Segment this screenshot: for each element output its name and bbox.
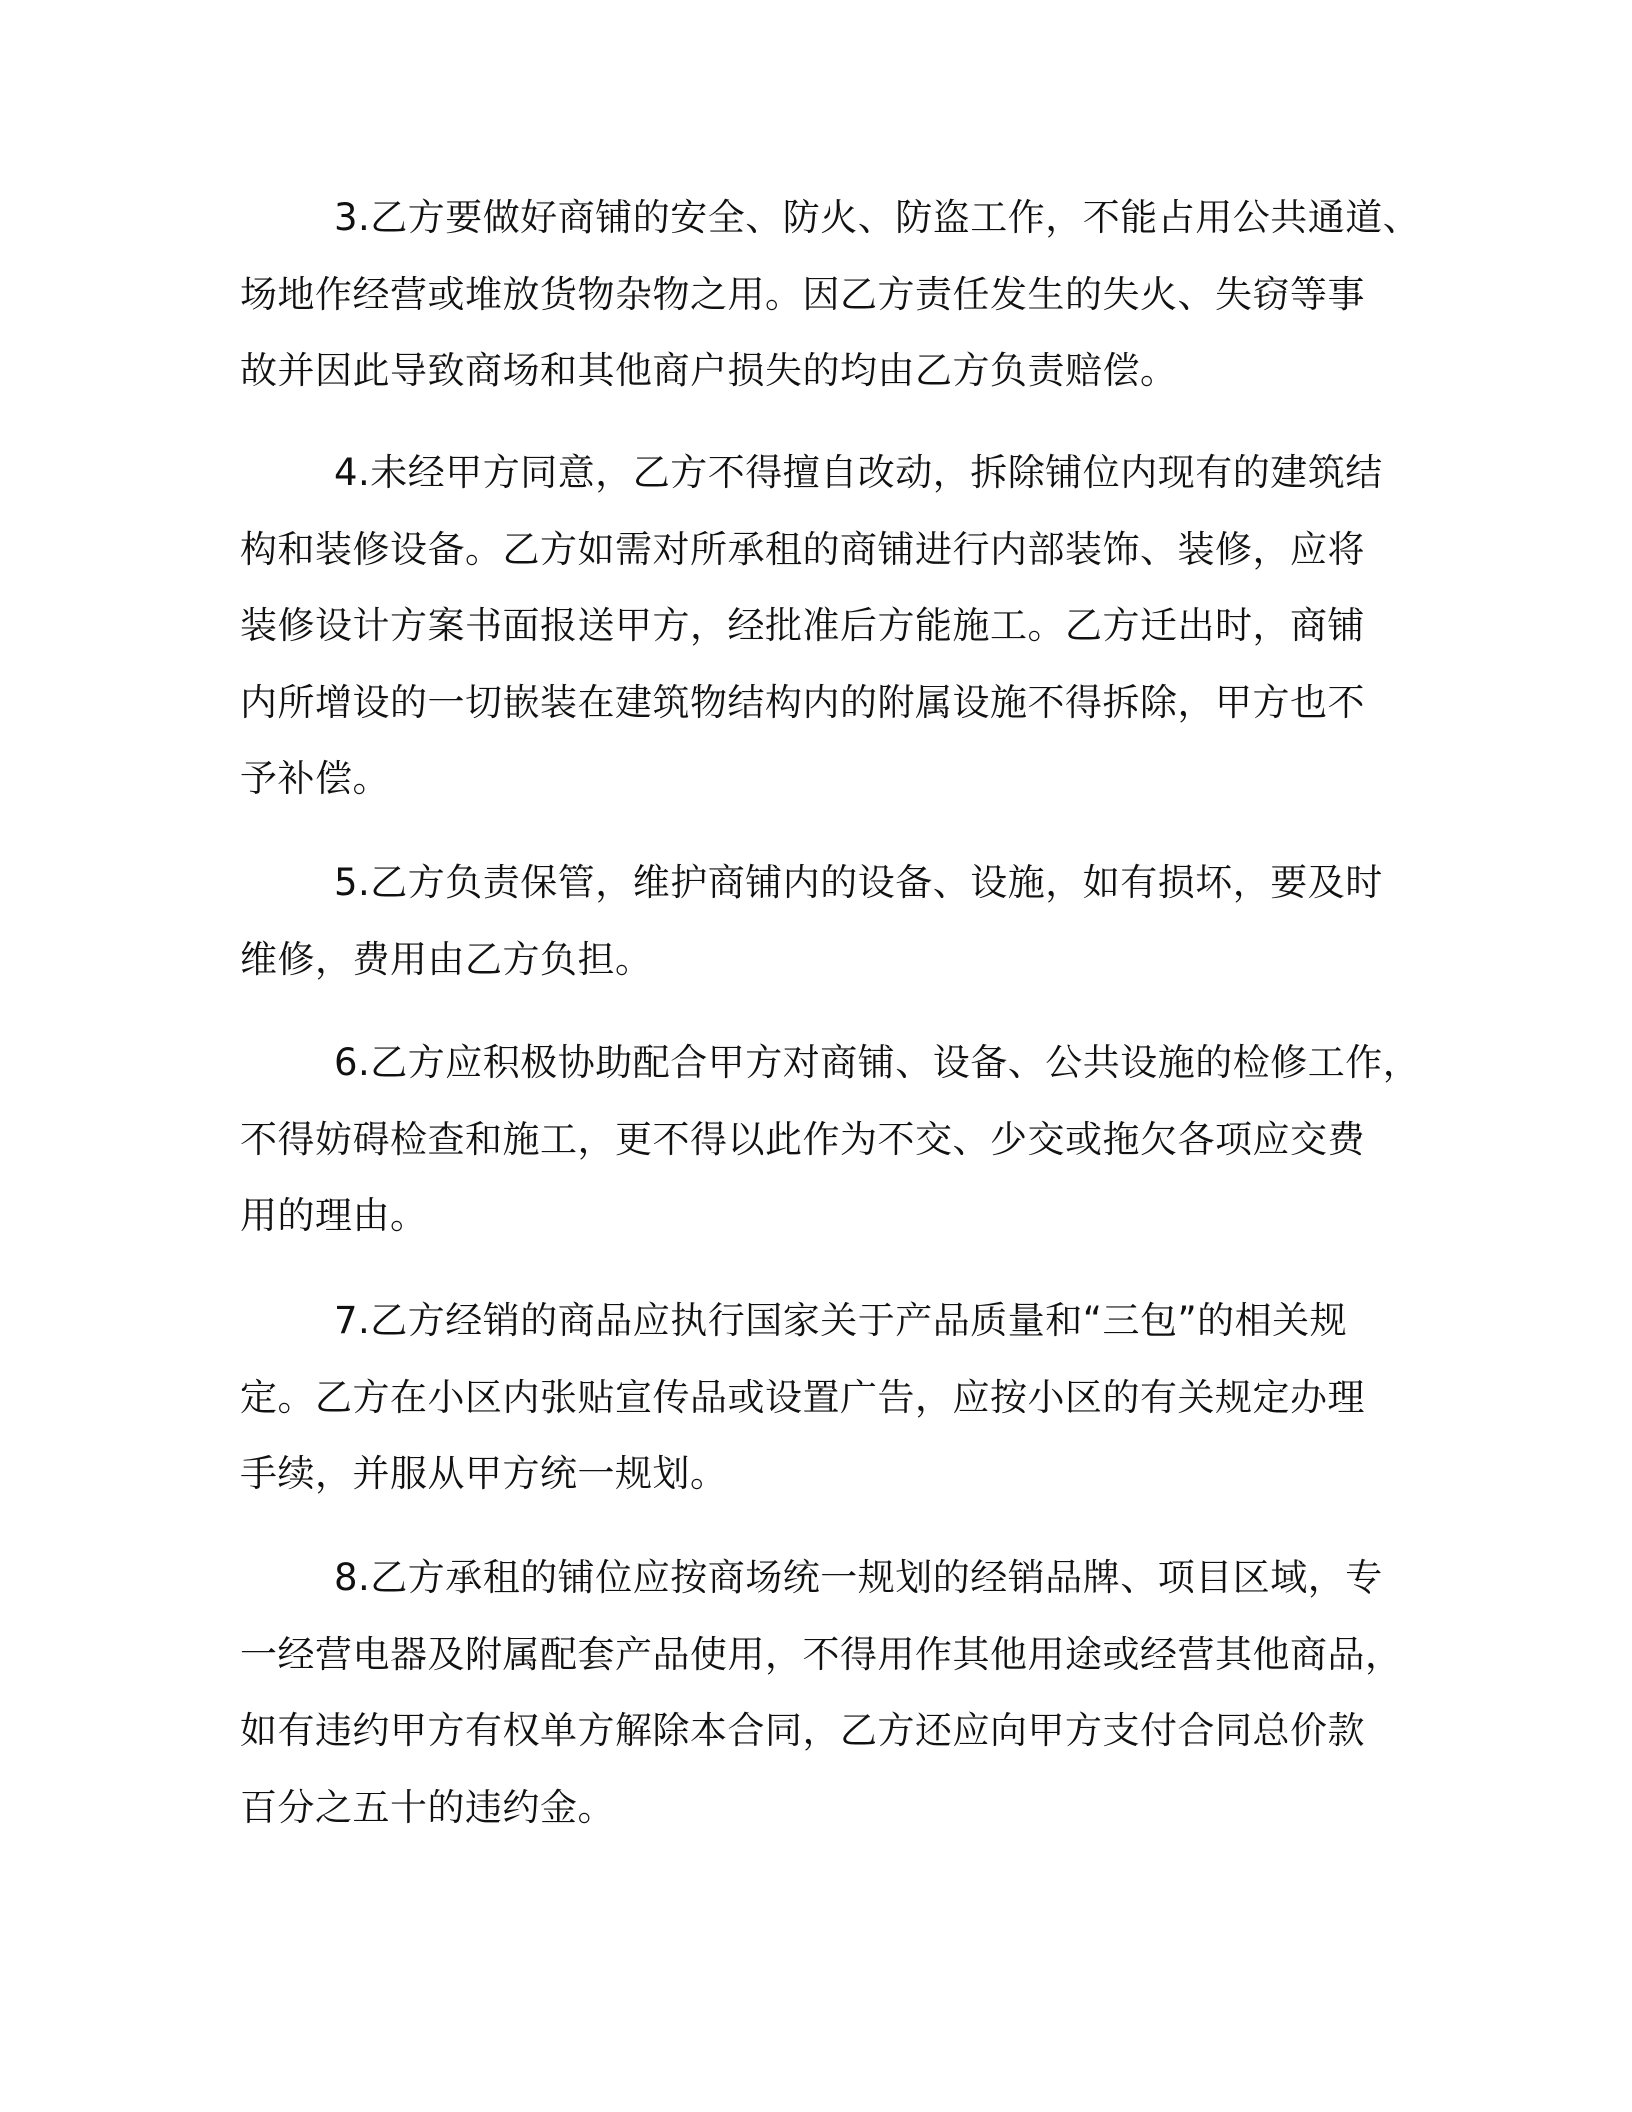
text-line: 如有违约甲方有权单方解除本合同，乙方还应向甲方支付合同总价款 [240, 1709, 1365, 1752]
text-line: 不得妨碍检查和施工，更不得以此作为不交、少交或拖欠各项应交费 [240, 1117, 1365, 1161]
text-line: 用的理由。 [240, 1194, 428, 1237]
text-line: 6.乙方应积极协助配合甲方对商铺、设备、公共设施的检修工作， [334, 1041, 1421, 1084]
text-line: 予补偿。 [240, 757, 390, 800]
text-line: 定。乙方在小区内张贴宣传品或设置广告，应按小区的有关规定办理 [240, 1375, 1365, 1419]
text-line: 5.乙方负责保管，维护商铺内的设备、设施，如有损坏，要及时 [334, 861, 1383, 904]
text-line: 手续，并服从甲方统一规划。 [240, 1452, 728, 1495]
clause-3-paragraph [240, 180, 1421, 410]
text-line: 3.乙方要做好商铺的安全、防火、防盗工作，不能占用公共通道、 [334, 196, 1421, 239]
text-line: 8.乙方承租的铺位应按商场统一规划的经销品牌、项目区域，专 [334, 1556, 1383, 1599]
text-line: 装修设计方案书面报送甲方，经批准后方能施工。乙方迁出时，商铺 [240, 604, 1365, 647]
clause-6-paragraph [240, 1025, 1421, 1255]
text-line: 构和装修设备。乙方如需对所承租的商铺进行内部装饰、装修，应将 [240, 527, 1365, 571]
text-line: 维修，费用由乙方负担。 [240, 937, 653, 981]
clause-8-paragraph [240, 1540, 1403, 1846]
clause-5-paragraph [240, 845, 1390, 998]
text-line: 场地作经营或堆放货物杂物之用。因乙方责任发生的失火、失窃等事 [240, 272, 1365, 316]
text-line: 4.未经甲方同意，乙方不得擅自改动，拆除铺位内现有的建筑结 [334, 451, 1383, 494]
text-line: 一经营电器及附属配套产品使用，不得用作其他用途或经营其他商品， [240, 1632, 1403, 1676]
clause-4-paragraph [240, 435, 1390, 818]
text-line: 7.乙方经销的商品应执行国家关于产品质量和“三包”的相关规 [334, 1299, 1348, 1342]
text-line: 百分之五十的违约金。 [240, 1785, 615, 1829]
text-line: 内所增设的一切嵌装在建筑物结构内的附属设施不得拆除，甲方也不 [240, 680, 1365, 724]
clause-7-paragraph [240, 1283, 1390, 1513]
text-line: 故并因此导致商场和其他商户损失的均由乙方负责赔偿。 [240, 349, 1178, 392]
